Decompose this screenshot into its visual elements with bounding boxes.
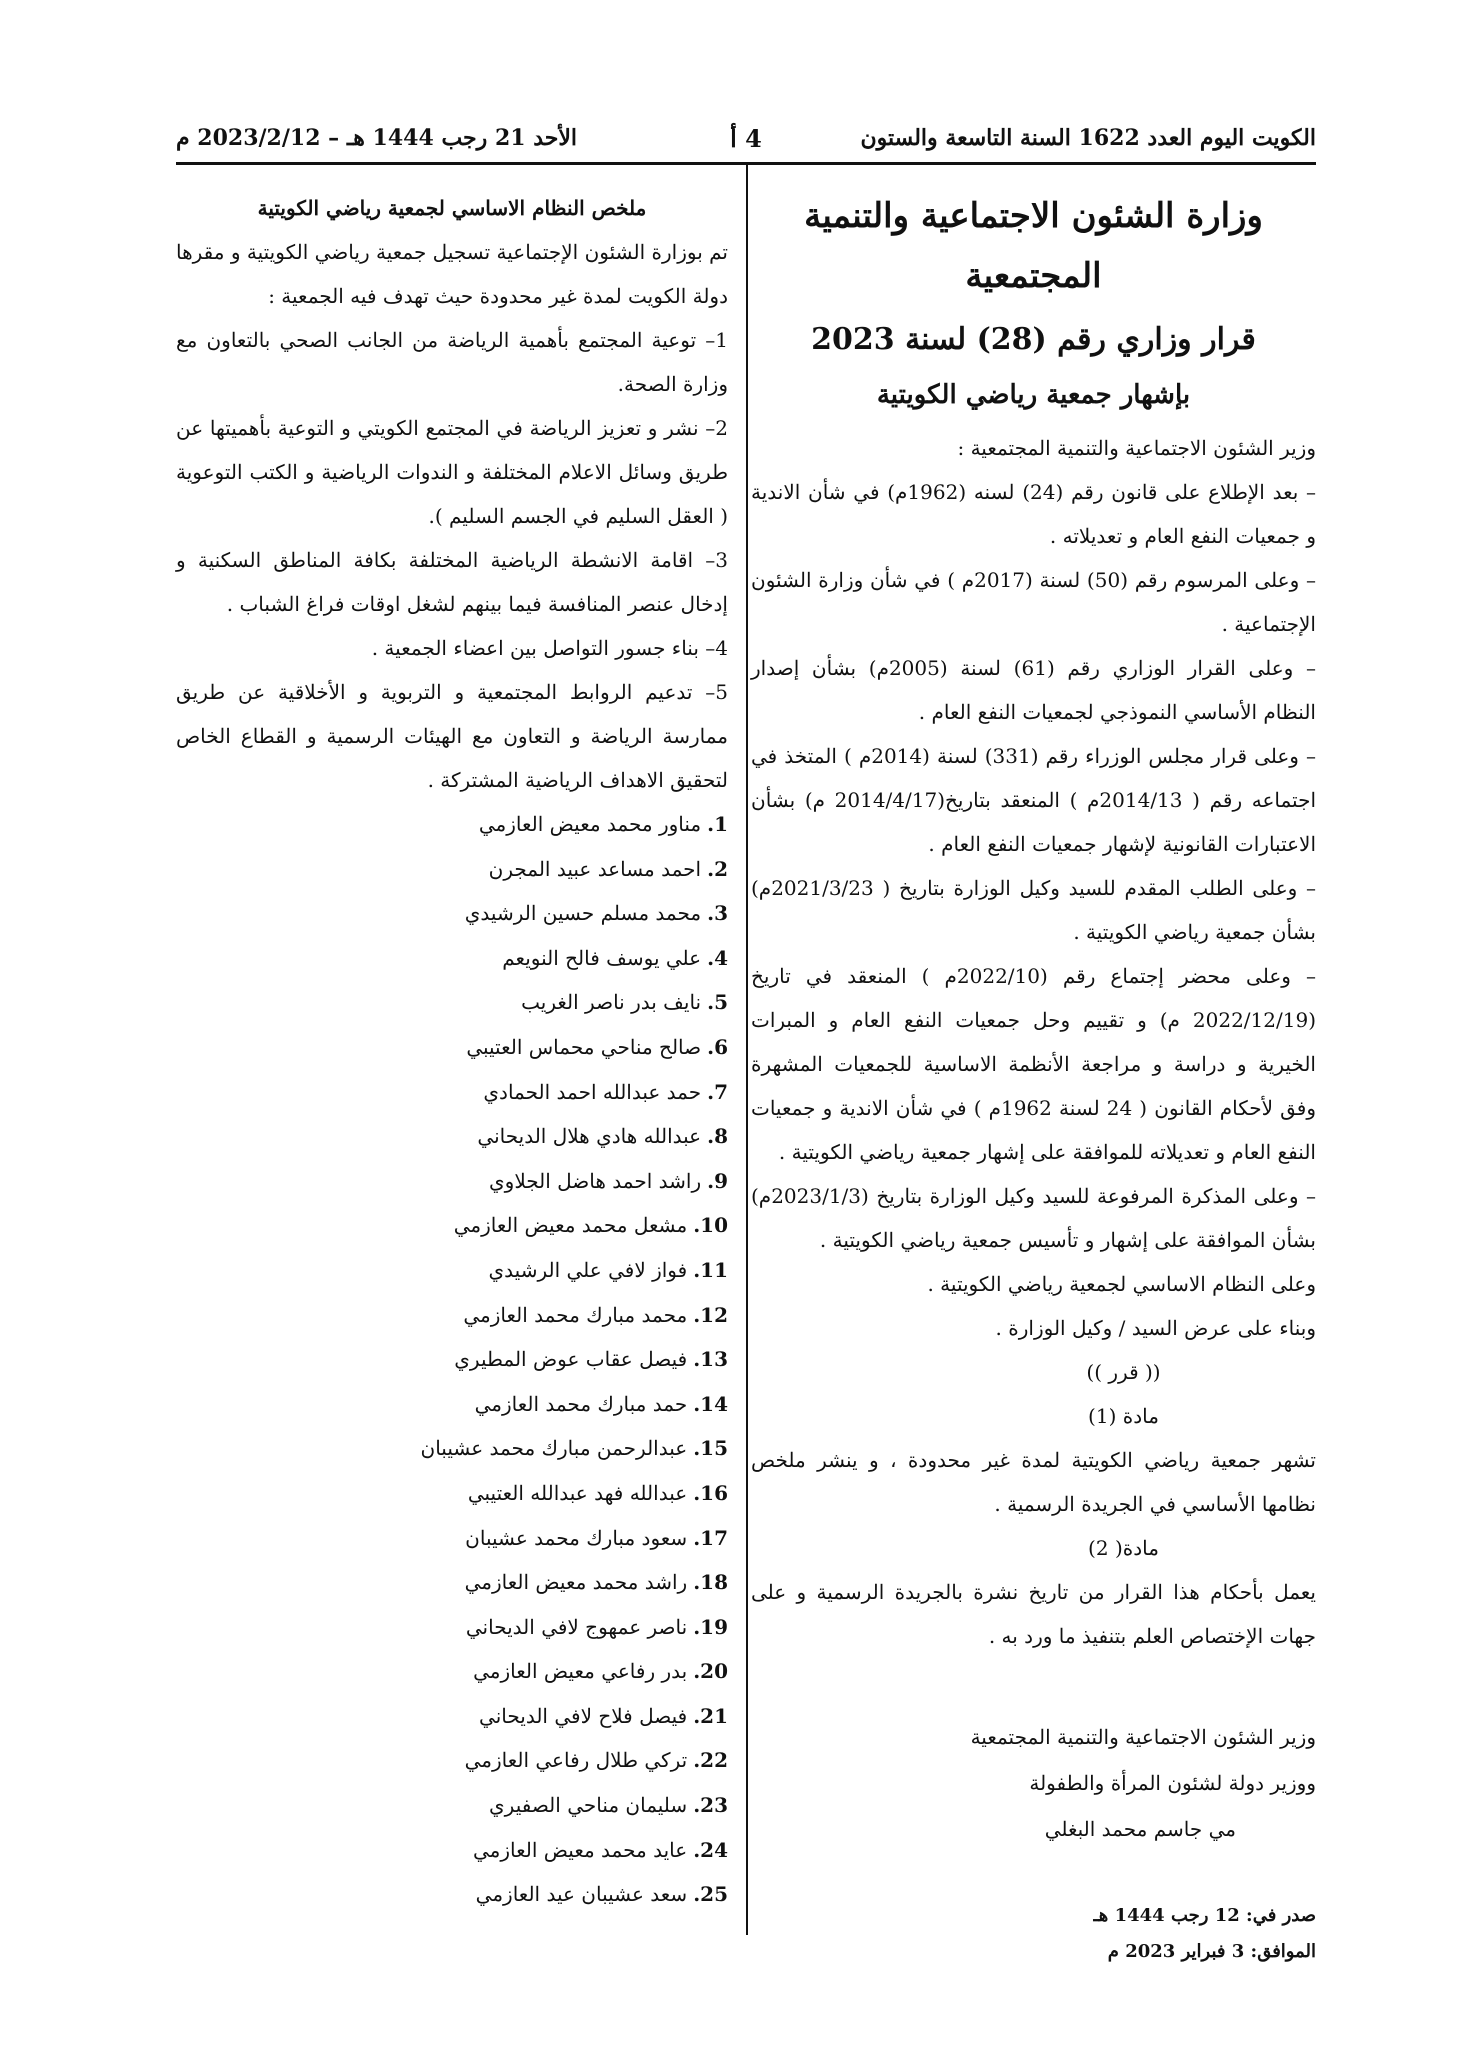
- summary-column: [176, 186, 728, 1917]
- list-item: 11. فواز لافي علي الرشيدي: [488, 1257, 728, 1282]
- list-item: 14. حمد مبارك محمد العازمي: [474, 1391, 728, 1416]
- decree-paragraph: وزير الشئون الاجتماعية والتنمية المجتمعية :: [957, 436, 1316, 460]
- list-item: 8. عبدالله هادي هلال الديحاني: [477, 1124, 728, 1149]
- decree-paragraph: – وعلى المذكرة المرفوعة للسيد وكيل الوزارة بتاريخ (2023/1/3م) بشأن الموافقة على إشهار و تأسيس جمعية رياضي الكويتية .: [751, 1184, 1316, 1252]
- corresponding-date: الموافق: 3 فبراير 2023 م: [1107, 1941, 1316, 1962]
- issue-dates: [751, 1898, 1316, 1970]
- article-1-title: مادة (1): [1088, 1404, 1159, 1428]
- list-item: 4. علي يوسف فالح النويعم: [502, 945, 728, 970]
- article-2-title: مادة( 2): [1088, 1536, 1159, 1560]
- list-item: 15. عبدالرحمن مبارك محمد عشيبان: [420, 1436, 728, 1461]
- decree-paragraph: – وعلى قرار مجلس الوزراء رقم (331) لسنة (2014م ) المتخذ في اجتماعه رقم ( 2014/13م ) المنعقد بتاريخ(2014/4/17 م) بشأن الاعتبارات القانونية لإشهار جمعيات النفع العام .: [751, 744, 1317, 856]
- decree-paragraph: – وعلى الطلب المقدم للسيد وكيل الوزارة بتاريخ ( 2021/3/23م) بشأن جمعية رياضي الكويتية .: [751, 876, 1316, 944]
- list-item: 9. راشد احمد هاضل الجلاوي: [489, 1168, 728, 1193]
- summary-goal: 3– اقامة الانشطة الرياضية المختلفة بكافة المناطق السكنية و إدخال عنصر المنافسة فيما بينهم لشغل اوقات فراغ الشباب .: [176, 548, 728, 616]
- decree-paragraph: وبناء على عرض السيد / وكيل الوزارة .: [995, 1316, 1316, 1340]
- summary-goal: 1– توعية المجتمع بأهمية الرياضة من الجانب الصحي بالتعاون مع وزارة الصحة.: [176, 328, 728, 396]
- decree-title: قرار وزاري رقم (28) لسنة 2023: [811, 322, 1256, 357]
- founders-list: [176, 802, 728, 1917]
- column-divider: [746, 165, 748, 1935]
- signature-name: مي جاسم محمد البغلي: [1044, 1817, 1236, 1841]
- summary-goal: 5– تدعيم الروابط المجتمعية و التربوية و الأخلاقية عن طريق ممارسة الرياضة و التعاون مع الهيئات الرسمية و القطاع الخاص لتحقيق الاهداف الرياضية المشتركة .: [176, 680, 728, 792]
- decree-paragraph: – بعد الإطلاع على قانون رقم (24) لسنه (1962م) في شأن الاندية و جمعيات النفع العام و تعديلاته .: [751, 480, 1317, 548]
- list-item: 24. عايد محمد معيض العازمي: [473, 1837, 728, 1862]
- list-item: 6. صالح مناحي محماس العتيبي: [466, 1034, 728, 1059]
- decided-heading: (( قرر )): [1086, 1360, 1161, 1384]
- decree-paragraph: – وعلى المرسوم رقم (50) لسنة (2017م ) في شأن وزارة الشئون الإجتماعية .: [751, 568, 1316, 636]
- list-item: 20. بدر رفاعي معيض العازمي: [473, 1659, 728, 1684]
- decree-subject: بإشهار جمعية رياضي الكويتية: [876, 380, 1191, 410]
- issued-date: صدر في: 12 رجب 1444 هـ: [1093, 1905, 1316, 1926]
- list-item: 1. مناور محمد معيض العازمي: [478, 812, 728, 836]
- summary-goal: 4– بناء جسور التواصل بين اعضاء الجمعية .: [371, 636, 728, 660]
- signature-line-1: وزير الشئون الاجتماعية والتنمية المجتمعية: [970, 1725, 1316, 1749]
- header-page-number: 4 أ: [730, 123, 762, 153]
- article-2-text: يعمل بأحكام هذا القرار من تاريخ نشرة بالجريدة الرسمية و على جهات الإختصاص العلم بتنفيذ ما ورد به .: [751, 1580, 1316, 1648]
- signature-block: [751, 1714, 1316, 1852]
- list-item: 18. راشد محمد معيض العازمي: [464, 1570, 728, 1595]
- decree-paragraph: – وعلى محضر إجتماع رقم (2022/10م ) المنعقد في تاريخ (2022/12/19 م) و تقييم وحل جمعيات النفع العام و المبرات الخيرية و دراسة و مراجعة الأنظمة الاساسية للجمعيات المشهرة وفق لأحكام القانون ( 24 لسنة 1962م ) في شأن الاندية و جمعيات النفع العام و تعديلاته للموافقة على إشهار جمعية رياضي الكويتية .: [751, 964, 1316, 1164]
- list-item: 13. فيصل عقاب عوض المطيري: [454, 1347, 728, 1372]
- list-item: 3. محمد مسلم حسين الرشيدي: [464, 901, 728, 926]
- decree-paragraph: وعلى النظام الاساسي لجمعية رياضي الكويتية .: [927, 1272, 1316, 1296]
- article-1-text: تشهر جمعية رياضي الكويتية لمدة غير محدودة ، و ينشر ملخص نظامها الأساسي في الجريدة الرسمية .: [751, 1448, 1316, 1516]
- summary-intro: تم بوزارة الشئون الإجتماعية تسجيل جمعية رياضي الكويتية و مقرها دولة الكويت لمدة غير محدودة حيث تهدف فيه الجمعية :: [176, 240, 728, 308]
- header-issue: الكويت اليوم العدد 1622 السنة التاسعة والستون: [860, 125, 1316, 151]
- list-item: 21. فيصل فلاح لافي الديحاني: [479, 1703, 728, 1728]
- list-item: 23. سليمان مناحي الصفيري: [489, 1793, 728, 1818]
- list-item: 17. سعود مبارك محمد عشيبان: [465, 1525, 728, 1550]
- summary-title: ملخص النظام الاساسي لجمعية رياضي الكويتية: [257, 196, 647, 220]
- list-item: 10. مشعل محمد معيض العازمي: [453, 1213, 728, 1238]
- list-item: 7. حمد عبدالله احمد الحمادي: [483, 1079, 728, 1104]
- page-header: [176, 118, 1316, 158]
- list-item: 19. ناصر عمهوج لافي الديحاني: [465, 1614, 728, 1639]
- signature-line-2: ووزير دولة لشئون المرأة والطفولة: [1029, 1771, 1316, 1795]
- list-item: 16. عبدالله فهد عبدالله العتيبي: [467, 1480, 728, 1505]
- decree-paragraph: – وعلى القرار الوزاري رقم (61) لسنة (2005م) بشأن إصدار النظام الأساسي النموذجي لجمعيات النفع العام .: [751, 656, 1316, 724]
- list-item: 12. محمد مبارك محمد العازمي: [463, 1302, 728, 1327]
- ministry-title: وزارة الشئون الاجتماعية والتنمية المجتمعية: [804, 196, 1263, 296]
- list-item: 5. نايف بدر ناصر الغريب: [521, 990, 728, 1015]
- list-item: 2. احمد مساعد عبيد المجرن: [488, 856, 728, 881]
- decree-column: [751, 186, 1316, 1970]
- list-item: 22. تركي طلال رفاعي العازمي: [464, 1748, 728, 1773]
- summary-goal: 2– نشر و تعزيز الرياضة في المجتمع الكويتي و التوعية بأهميتها عن طريق وسائل الاعلام المختلفة و الندوات الرياضية و الكتب التوعوية ( العقل السليم في الجسم السليم ).: [176, 416, 728, 528]
- header-date: الأحد 21 رجب 1444 هـ – 2023/2/12 م: [176, 125, 578, 151]
- list-item: 25. سعد عشيبان عيد العازمي: [475, 1882, 728, 1907]
